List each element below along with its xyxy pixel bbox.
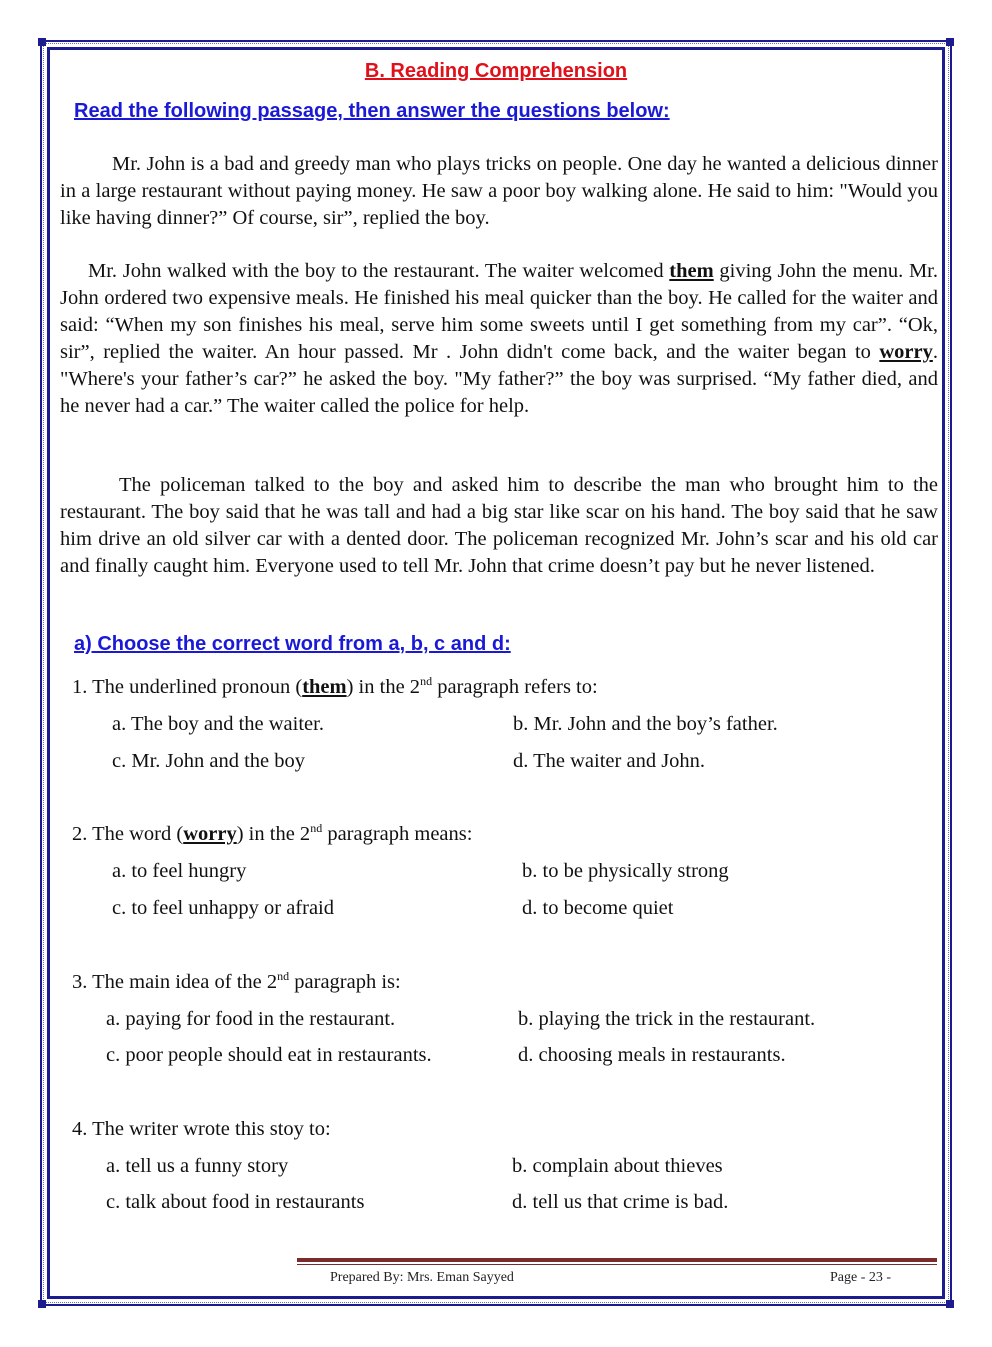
question-2 xyxy=(72,821,472,847)
question-4-option-c[interactable]: c. talk about food in restaurants xyxy=(106,1191,365,1213)
paragraph-1-text: Mr. John is a bad and greedy man who plays tricks on people. One day he wanted a delicious dinner in a large restaurant without paying money. He saw a poor boy walking alone. He said to him: "Would you like having dinner?” Of course, sir”, replied the boy. xyxy=(60,153,938,229)
question-3-sup: nd xyxy=(277,969,290,984)
paragraph-2-text-b: giving John the menu. Mr. John ordered two expensive meals. He finished his meal quicker than the boy. He called for the waiter and said: “When my son finishes his meal, serve him some sweets until I get something from my car”. “Ok, sir”, replied the waiter. An hour passed. Mr . John didn't come back, and the waiter began to xyxy=(60,260,938,363)
question-4-option-b[interactable]: b. complain about thieves xyxy=(512,1155,723,1177)
question-3-option-a[interactable]: a. paying for food in the restaurant. xyxy=(106,1008,396,1030)
question-4-option-a[interactable]: a. tell us a funny story xyxy=(106,1155,289,1177)
question-3-option-b[interactable]: b. playing the trick in the restaurant. xyxy=(518,1008,816,1030)
question-1-keyword: them xyxy=(302,676,347,698)
question-4-option-d[interactable]: d. tell us that crime is bad. xyxy=(512,1191,729,1213)
instruction-heading: Read the following passage, then answer the questions below: xyxy=(74,100,670,122)
footer-rule-thick xyxy=(297,1258,937,1262)
question-2-mid: ) in the 2 xyxy=(236,823,311,845)
keyword-them: them xyxy=(669,260,714,282)
question-3-pre: 3. The main idea of the 2 xyxy=(72,971,278,993)
question-2-option-c[interactable]: c. to feel unhappy or afraid xyxy=(112,897,334,919)
keyword-worry: worry xyxy=(879,341,933,363)
passage-paragraph-2 xyxy=(60,258,938,420)
question-3-post: paragraph is: xyxy=(289,971,401,993)
question-2-sup: nd xyxy=(310,821,323,836)
paragraph-3-text: The policeman talked to the boy and asked him to describe the man who brought him to the restaurant. The boy said that he was tall and had a big star like scar on his hand. The boy said that he saw him drive an old silver car with a dented door. The policeman recognized Mr. John’s scar and his old car and finally caught him. Everyone used to tell Mr. John that crime doesn’t pay but he never listened. xyxy=(60,474,938,577)
question-2-option-a[interactable]: a. to feel hungry xyxy=(112,860,247,882)
section-title-text: B. Reading Comprehension xyxy=(364,60,628,82)
question-3 xyxy=(72,969,401,995)
paragraph-2-text-a: Mr. John walked with the boy to the restaurant. The waiter welcomed xyxy=(88,260,670,282)
question-2-option-d[interactable]: d. to become quiet xyxy=(522,897,674,919)
part-a-heading: a) Choose the correct word from a, b, c and d: xyxy=(74,633,511,655)
question-1-post: paragraph refers to: xyxy=(432,676,598,698)
question-2-post: paragraph means: xyxy=(322,823,473,845)
paragraph-2-text-c: . "Where's your father’s car?” he asked the boy. "My father?” the boy was surprised. “My father died, and he never had a car.” The waiter called the police for help. xyxy=(60,341,938,417)
question-1-mid: ) in the 2 xyxy=(346,676,421,698)
question-1 xyxy=(72,674,598,700)
section-title xyxy=(0,60,992,83)
question-3-option-c[interactable]: c. poor people should eat in restaurants. xyxy=(106,1044,432,1066)
question-4: 4. The writer wrote this stoy to: xyxy=(72,1118,331,1140)
passage-paragraph-3 xyxy=(60,472,938,580)
question-1-option-d[interactable]: d. The waiter and John. xyxy=(513,750,706,772)
footer-rule-thin xyxy=(297,1264,937,1265)
question-2-keyword: worry xyxy=(183,823,237,845)
question-1-option-b[interactable]: b. Mr. John and the boy’s father. xyxy=(513,713,778,735)
question-1-sup: nd xyxy=(420,674,433,689)
question-2-option-b[interactable]: b. to be physically strong xyxy=(522,860,729,882)
passage-paragraph-1 xyxy=(60,151,938,232)
footer-author: Prepared By: Mrs. Eman Sayyed xyxy=(330,1270,514,1285)
question-2-pre: 2. The word ( xyxy=(72,823,184,845)
question-3-option-d[interactable]: d. choosing meals in restaurants. xyxy=(518,1044,786,1066)
question-1-option-c[interactable]: c. Mr. John and the boy xyxy=(112,750,306,772)
question-1-option-a[interactable]: a. The boy and the waiter. xyxy=(112,713,324,735)
question-1-pre: 1. The underlined pronoun ( xyxy=(72,676,303,698)
footer-page-number: Page - 23 - xyxy=(830,1270,892,1285)
